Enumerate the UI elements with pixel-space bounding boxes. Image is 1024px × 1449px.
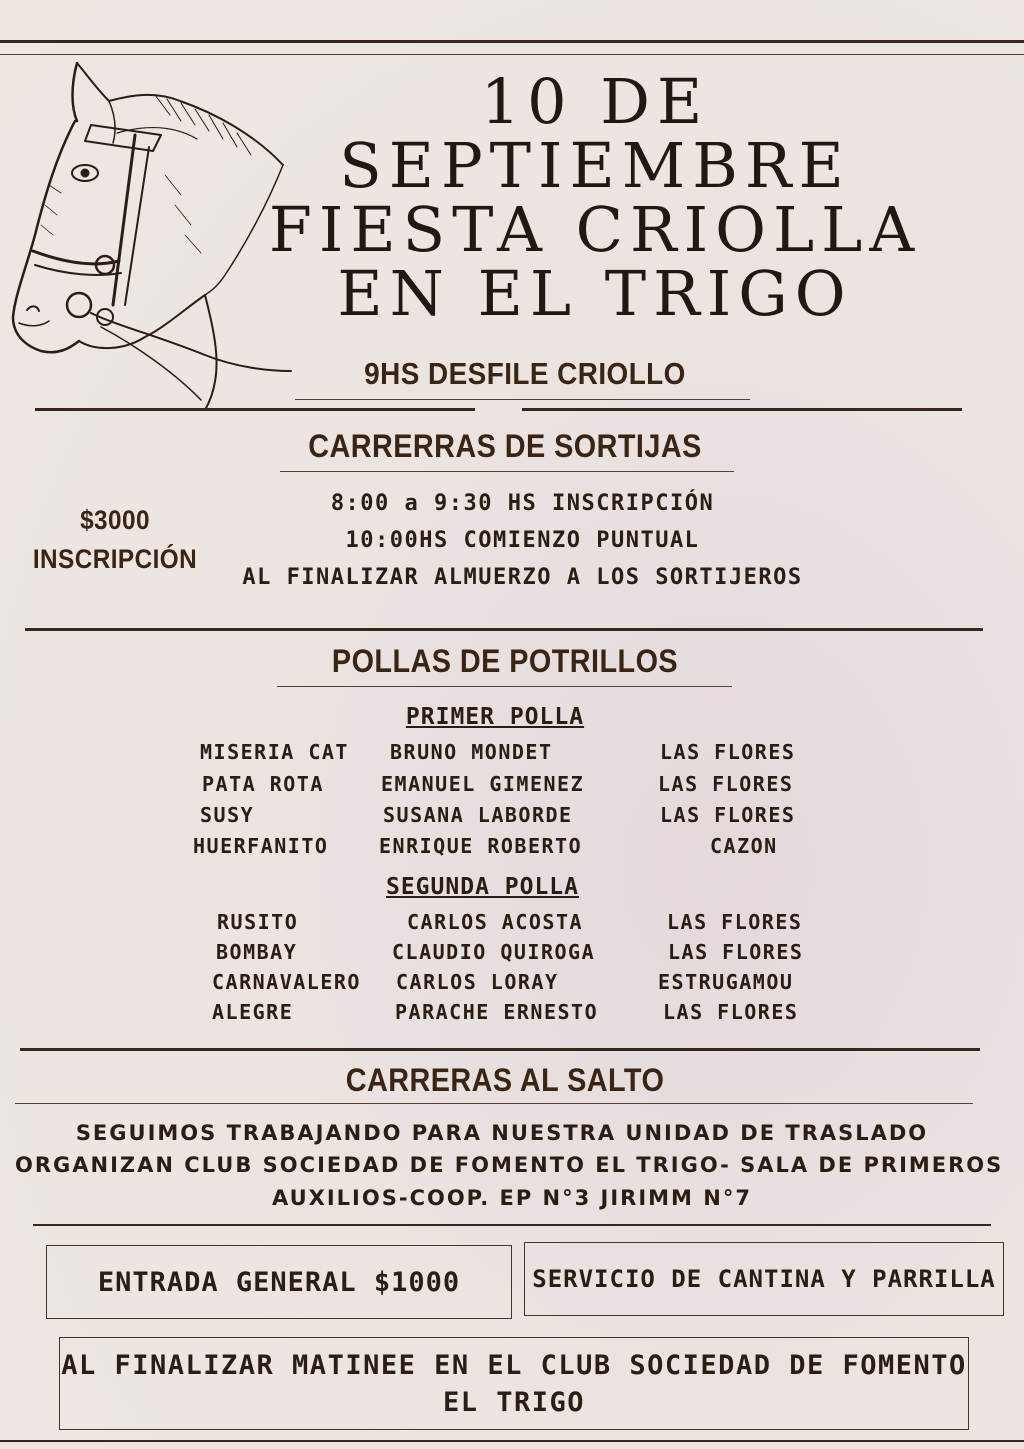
entrada-general-box [46, 1245, 512, 1319]
jockey-name: BRUNO MONDET [390, 740, 553, 764]
schedule-line-1: 8:00 a 9:30 HS INSCRIPCIÓN [330, 491, 715, 516]
cantina-box [524, 1242, 1004, 1316]
divider-3 [20, 1048, 980, 1051]
matinee-line-2: EL TRIGO [442, 1386, 586, 1418]
origin: LAS FLORES [660, 740, 796, 764]
title-line-1: 10 DE [480, 65, 710, 138]
horse-name: ALEGRE [212, 1000, 294, 1024]
sortijas-schedule [200, 490, 845, 601]
origin: ESTRUGAMOU [658, 970, 794, 994]
pollas-underline [277, 686, 732, 687]
salto-underline [15, 1103, 973, 1104]
title-line-3: FIESTA CRIOLLA [268, 193, 922, 266]
sortijas-underline [280, 471, 734, 472]
horse-name: PATA ROTA [202, 772, 324, 796]
horse-name: SUSY [200, 803, 255, 827]
jockey-name: CARLOS ACOSTA [407, 910, 584, 934]
desfile-heading: 9HS DESFILE CRIOLLO [364, 356, 686, 391]
divider-1a [35, 408, 475, 411]
jockey-name: SUSANA LABORDE [383, 803, 573, 827]
schedule-line-2: 10:00HS COMIENZO PUNTUAL [345, 528, 700, 553]
sortijas-heading: CARRERRAS DE SORTIJAS [308, 428, 702, 464]
matinee-box [59, 1337, 969, 1430]
origin: LAS FLORES [668, 940, 804, 964]
jockey-name: CARLOS LORAY [396, 970, 559, 994]
price-label: INSCRIPCIÓN [32, 544, 198, 574]
event-title [240, 65, 950, 330]
jockey-name: EMANUEL GIMENEZ [381, 772, 585, 796]
price-amount: $3000 [80, 505, 150, 535]
salto-line-2: ORGANIZAN CLUB SOCIEDAD DE FOMENTO EL TRIGO- SALA DE PRIMEROS [15, 1153, 1004, 1177]
divider-2 [25, 628, 983, 631]
horse-name: CARNAVALERO [212, 970, 361, 994]
jockey-name: PARACHE ERNESTO [395, 1000, 599, 1024]
entrada-general-label: ENTRADA GENERAL $1000 [97, 1266, 461, 1298]
horse-name: BOMBAY [216, 940, 298, 964]
jockey-name: ENRIQUE ROBERTO [379, 834, 583, 858]
divider-4 [33, 1224, 991, 1226]
pollas-heading: POLLAS DE POTRILLOS [331, 643, 679, 679]
desfile-underline [295, 399, 750, 400]
sortijas-price [20, 505, 210, 575]
horse-name: HUERFANITO [193, 834, 329, 858]
origin: LAS FLORES [663, 1000, 799, 1024]
matinee-line-1: AL FINALIZAR MATINEE EN EL CLUB SOCIEDAD DE FOMENTO [61, 1349, 967, 1381]
bottom-border [0, 1440, 1024, 1442]
origin: LAS FLORES [658, 772, 794, 796]
horse-name: MISERIA CAT [200, 740, 349, 764]
divider-1b [522, 408, 962, 411]
title-line-4: EN EL TRIGO [337, 257, 853, 330]
origin: LAS FLORES [667, 910, 803, 934]
title-line-2: SEPTIEMBRE [339, 129, 851, 202]
salto-line-1: SEGUIMOS TRABAJANDO PARA NUESTRA UNIDAD DE TRASLADO [75, 1121, 929, 1145]
jockey-name: CLAUDIO QUIROGA [392, 940, 596, 964]
origin: LAS FLORES [660, 803, 796, 827]
top-border [0, 40, 1024, 43]
segunda-polla-title: SEGUNDA POLLA [385, 874, 579, 900]
origin: CAZON [710, 834, 778, 858]
primer-polla-title: PRIMER POLLA [405, 704, 585, 730]
cantina-label: SERVICIO DE CANTINA Y PARRILLA [532, 1265, 996, 1293]
salto-line-3: AUXILIOS-COOP. EP N°3 JIRIMM N°7 [272, 1186, 752, 1210]
salto-heading: CARRERAS AL SALTO [345, 1062, 665, 1098]
schedule-line-3: AL FINALIZAR ALMUERZO A LOS SORTIJEROS [242, 565, 803, 590]
horse-name: RUSITO [217, 910, 299, 934]
